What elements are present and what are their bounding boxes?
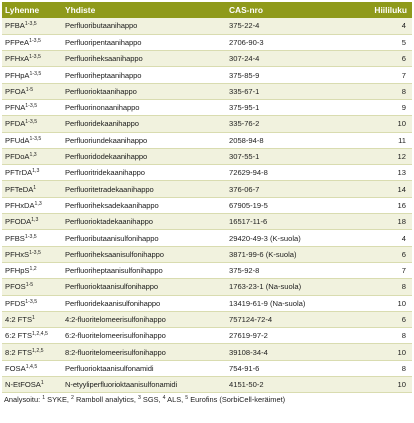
lab-footnote-marker: 1 [40, 380, 44, 387]
cell-compound: Perfluoritridekaanihappo [62, 165, 226, 181]
abbrev-text: 4:2 FTS [5, 314, 33, 324]
cell-abbrev [2, 181, 62, 197]
abbrev-text: PFBS [5, 233, 25, 243]
lab-footnote-marker: 1,4,5 [25, 363, 38, 370]
table-row [2, 214, 412, 230]
cell-cas: 2706-90-3 [226, 34, 358, 50]
abbrev-text: N-EtFOSA [5, 380, 41, 390]
cell-carbons: 4 [358, 18, 412, 34]
abbrev-text: PFTeDA [5, 184, 34, 194]
cell-cas: 307-55-1 [226, 148, 358, 164]
cell-abbrev [2, 246, 62, 262]
cell-carbons: 7 [358, 67, 412, 83]
table-row [2, 295, 412, 311]
cell-cas: 13419-61-9 (Na-suola) [226, 295, 358, 311]
table-row [2, 148, 412, 164]
header-cas: CAS-nro [226, 2, 358, 18]
abbrev-text: PFHxDA [5, 200, 35, 210]
lab-footnote-marker: 1,2,4,5 [32, 331, 48, 338]
cell-carbons: 4 [358, 230, 412, 246]
table-row [2, 246, 412, 262]
table-row [2, 328, 412, 344]
cell-compound: Perfluoriheptaanihappo [62, 67, 226, 83]
lab-footnote-marker: 1,3 [29, 152, 37, 159]
table-row [2, 165, 412, 181]
cell-abbrev [2, 344, 62, 360]
lab-footnote-marker: 1,3 [32, 168, 40, 175]
abbrev-text: PFHpS [5, 266, 30, 276]
cell-compound: Perfluoridekaanihappo [62, 116, 226, 132]
lab-number: 3 [137, 395, 141, 402]
abbrev-text: PFUdA [5, 135, 30, 145]
abbrev-text: PFOA [5, 86, 26, 96]
abbrev-text: PFHxS [5, 249, 30, 259]
cell-compound: Perfluoributaanihappo [62, 18, 226, 34]
cell-cas: 67905-19-5 [226, 197, 358, 213]
table-header-row [2, 2, 412, 18]
cell-abbrev [2, 99, 62, 115]
cell-cas: 757124-72-4 [226, 311, 358, 327]
cell-cas: 2058-94-8 [226, 132, 358, 148]
abbrev-text: 6:2 FTS [5, 331, 33, 341]
cell-cas: 16517-11-6 [226, 214, 358, 230]
lab-footnote-marker: 1 [33, 184, 37, 191]
cell-cas: 376-06-7 [226, 181, 358, 197]
cell-carbons: 10 [358, 377, 412, 393]
abbrev-text: 8:2 FTS [5, 347, 33, 357]
cell-compound: N-etyyliperfluorioktaanisulfonamidi [62, 377, 226, 393]
lab-footnote-marker: 1-5 [25, 86, 34, 93]
header-carbons: Hiililuku [358, 2, 412, 18]
lab-footnote-marker: 1-3,5 [29, 54, 41, 61]
cell-compound: Perfluoritetradekaanihappo [62, 181, 226, 197]
cell-carbons: 8 [358, 279, 412, 295]
cell-carbons: 5 [358, 34, 412, 50]
abbrev-text: PFHpA [5, 70, 30, 80]
lab-footnote-marker: 1-3,5 [24, 233, 37, 240]
cell-cas: 3871-99-6 (K-suola) [226, 246, 358, 262]
cell-cas: 72629-94-8 [226, 165, 358, 181]
cell-cas: 375-22-4 [226, 18, 358, 34]
lab-name: Eurofins (SorbiCell-keräimet) [188, 395, 286, 405]
cell-abbrev [2, 230, 62, 246]
abbrev-text: PFDoA [5, 152, 30, 162]
table-row [2, 132, 412, 148]
lab-footnote-marker: 1-3,5 [29, 135, 42, 142]
abbrev-text: PFHxA [5, 54, 30, 64]
table-row [2, 377, 412, 393]
cell-abbrev [2, 360, 62, 376]
table-row [2, 83, 412, 99]
table-body [2, 18, 412, 393]
lab-footnote-marker: 1-3,5 [24, 21, 37, 28]
table-row [2, 99, 412, 115]
lab-footnote-marker: 1,3 [31, 217, 39, 224]
pfas-compound-table [2, 2, 412, 393]
cell-carbons: 7 [358, 262, 412, 278]
table-row [2, 197, 412, 213]
header-compound: Yhdiste [62, 2, 226, 18]
cell-cas: 27619-97-2 [226, 328, 358, 344]
cell-cas: 375-95-1 [226, 99, 358, 115]
lab-footnote-marker: 1-3,5 [29, 249, 41, 256]
cell-compound: Perfluoripentaanihappo [62, 34, 226, 50]
cell-compound: Perfluoridodekaanihappo [62, 148, 226, 164]
cell-carbons: 6 [358, 246, 412, 262]
cell-carbons: 10 [358, 116, 412, 132]
lab-footnote-marker: 1-3,5 [25, 298, 38, 305]
table-row [2, 311, 412, 327]
cell-carbons: 12 [358, 148, 412, 164]
header-abbrev: Lyhenne [2, 2, 62, 18]
footnote-prefix: Analysoitu: [4, 395, 43, 405]
lab-name: Ramboll analytics, [73, 395, 138, 405]
table-row [2, 181, 412, 197]
cell-carbons: 13 [358, 165, 412, 181]
cell-compound: Perfluorioktadekaanihappo [62, 214, 226, 230]
table-row [2, 51, 412, 67]
cell-compound: Perfluorioktaanisulfonihappo [62, 279, 226, 295]
cell-abbrev [2, 328, 62, 344]
cell-compound: Perfluoriheksadekaanihappo [62, 197, 226, 213]
cell-compound: 8:2-fluoritelomeerisulfonihappo [62, 344, 226, 360]
cell-compound: 4:2-fluoritelomeerisulfonihappo [62, 311, 226, 327]
cell-cas: 335-76-2 [226, 116, 358, 132]
abbrev-text: PFOS [5, 282, 26, 292]
lab-name: SGS, [140, 395, 163, 405]
cell-compound: Perfluoriheksaanisulfonihappo [62, 246, 226, 262]
cell-cas: 29420-49-3 (K-suola) [226, 230, 358, 246]
footnote [2, 395, 412, 404]
cell-abbrev [2, 262, 62, 278]
lab-footnote-marker: 1,2,5 [32, 347, 44, 354]
lab-footnote-marker: 1-3,5 [29, 37, 41, 44]
lab-number: 2 [71, 395, 74, 402]
table-row [2, 230, 412, 246]
cell-compound: Perfluorioktaanihappo [62, 83, 226, 99]
table-row [2, 344, 412, 360]
table-row [2, 18, 412, 34]
cell-compound: Perfluoriundekaanihappo [62, 132, 226, 148]
cell-abbrev [2, 51, 62, 67]
cell-compound: Perfluoriheptaanisulfonihappo [62, 262, 226, 278]
lab-footnote-marker: 1-3,5 [29, 70, 42, 77]
lab-name: ALS, [165, 395, 186, 405]
cell-compound: Perfluorinonaanihappo [62, 99, 226, 115]
lab-footnote-marker: 1,2 [29, 266, 37, 273]
cell-abbrev [2, 18, 62, 34]
lab-number: 4 [162, 395, 166, 402]
cell-abbrev [2, 377, 62, 393]
lab-footnote-marker: 1 [32, 314, 35, 321]
abbrev-text: PFBA [5, 21, 25, 31]
cell-cas: 39108-34-4 [226, 344, 358, 360]
cell-carbons: 9 [358, 99, 412, 115]
cell-compound: 6:2-fluoritelomeerisulfonihappo [62, 328, 226, 344]
cell-abbrev [2, 67, 62, 83]
lab-footnote-marker: 1-3,5 [25, 119, 38, 126]
abbrev-text: FOSA [5, 363, 26, 373]
footnote-labs [42, 395, 285, 404]
cell-carbons: 16 [358, 197, 412, 213]
cell-abbrev [2, 165, 62, 181]
lab-footnote-marker: 1-5 [25, 282, 34, 289]
table-row [2, 279, 412, 295]
cell-compound: Perfluoributaanisulfonihappo [62, 230, 226, 246]
abbrev-text: PFODA [5, 217, 32, 227]
cell-cas: 4151-50-2 [226, 377, 358, 393]
lab-number: 1 [42, 395, 46, 402]
cell-abbrev [2, 279, 62, 295]
cell-carbons: 8 [358, 83, 412, 99]
cell-cas: 375-85-9 [226, 67, 358, 83]
cell-abbrev [2, 116, 62, 132]
cell-cas: 754-91-6 [226, 360, 358, 376]
abbrev-text: PFNA [5, 103, 26, 113]
lab-number: 5 [185, 395, 189, 402]
cell-abbrev [2, 311, 62, 327]
cell-abbrev [2, 295, 62, 311]
cell-compound: Perfluoriheksaanihappo [62, 51, 226, 67]
cell-carbons: 18 [358, 214, 412, 230]
cell-abbrev [2, 214, 62, 230]
table-row [2, 116, 412, 132]
cell-carbons: 14 [358, 181, 412, 197]
cell-cas: 335-67-1 [226, 83, 358, 99]
cell-abbrev [2, 148, 62, 164]
table-row [2, 262, 412, 278]
abbrev-text: PFPeA [5, 37, 30, 47]
table-row [2, 34, 412, 50]
lab-footnote-marker: 1-3,5 [25, 103, 38, 110]
cell-abbrev [2, 34, 62, 50]
pfas-table-figure [2, 2, 412, 404]
cell-carbons: 10 [358, 295, 412, 311]
cell-carbons: 11 [358, 132, 412, 148]
cell-carbons: 6 [358, 51, 412, 67]
cell-carbons: 6 [358, 311, 412, 327]
lab-footnote-marker: 1,3 [34, 200, 42, 207]
cell-carbons: 8 [358, 360, 412, 376]
cell-carbons: 8 [358, 328, 412, 344]
abbrev-text: PFDA [5, 119, 26, 129]
cell-abbrev [2, 83, 62, 99]
cell-cas: 1763-23-1 (Na-suola) [226, 279, 358, 295]
abbrev-text: PFTrDA [5, 168, 33, 178]
cell-cas: 307-24-4 [226, 51, 358, 67]
cell-cas: 375-92-8 [226, 262, 358, 278]
cell-abbrev [2, 132, 62, 148]
cell-compound: Perfluoridekaanisulfonihappo [62, 295, 226, 311]
table-row [2, 360, 412, 376]
abbrev-text: PFDS [5, 298, 26, 308]
table-row [2, 67, 412, 83]
cell-carbons: 10 [358, 344, 412, 360]
cell-abbrev [2, 197, 62, 213]
lab-name: SYKE, [45, 395, 71, 405]
cell-compound: Perfluorioktaanisulfonamidi [62, 360, 226, 376]
